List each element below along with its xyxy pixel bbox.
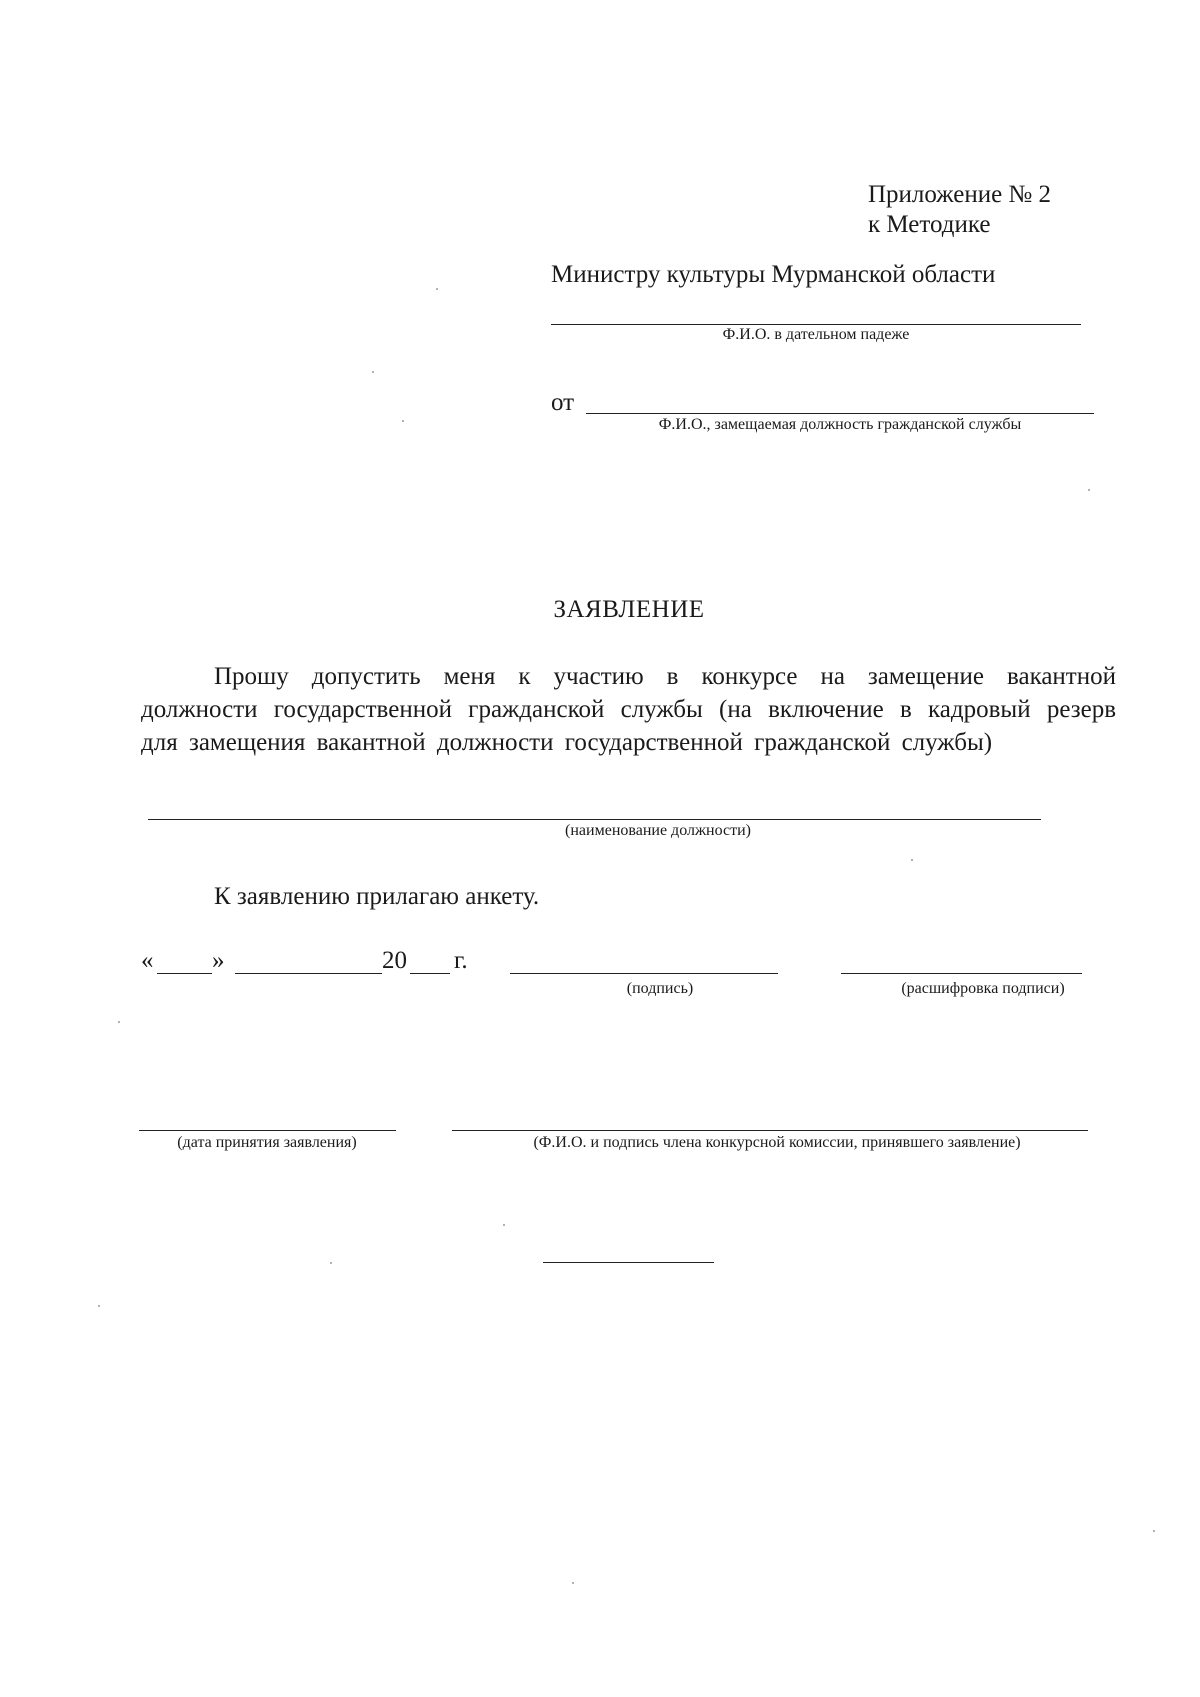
signature-line[interactable]: [510, 973, 778, 974]
signature-decode-caption: (расшифровка подписи): [901, 980, 1065, 997]
date-year-suffix: г.: [454, 947, 468, 974]
position-caption: [148, 822, 1148, 840]
sender-name-line[interactable]: [586, 413, 1094, 414]
scan-speck: [372, 371, 374, 373]
closing-divider: [543, 1262, 714, 1263]
signature-caption: (подпись): [626, 980, 694, 997]
addressee-caption: Ф.И.О. в дательном падеже: [722, 326, 910, 343]
scan-speck: [402, 420, 404, 422]
attachment-text: К заявлению прилагаю анкету.: [214, 883, 540, 910]
scan-speck: [911, 859, 913, 861]
acceptance-date-line[interactable]: [139, 1130, 396, 1131]
scan-speck: [98, 1305, 100, 1307]
date-year-line[interactable]: [410, 973, 450, 974]
appendix-reference: к Методике: [868, 211, 991, 238]
date-day-line[interactable]: [157, 973, 212, 974]
appendix-number: Приложение № 2: [868, 181, 1052, 208]
signature-decode-line[interactable]: [841, 973, 1082, 974]
scan-speck: [572, 1582, 574, 1584]
application-body: Прошу допустить меня к участию в конкурсе на замещение вакантной должности государственной гражданской службы (на включение в кадровый резерв для замещения вакантной должности государственной гражданской службы): [141, 663, 1116, 756]
addressee-text: Министру культуры Мурманской области: [551, 261, 996, 288]
document-title: ЗАЯВЛЕНИЕ: [553, 596, 705, 623]
addressee-name-line[interactable]: [551, 324, 1081, 325]
scan-speck: [1088, 489, 1090, 491]
scan-speck: [503, 1224, 505, 1226]
position-line[interactable]: [148, 819, 1041, 820]
position-caption-text: (наименование должности): [565, 822, 751, 839]
date-close-quote: »: [212, 947, 225, 974]
scan-speck: [436, 288, 438, 290]
date-year-prefix: 20: [382, 947, 407, 974]
date-month-line[interactable]: [235, 973, 382, 974]
scan-speck: [1153, 1530, 1155, 1532]
scan-speck: [330, 1262, 332, 1264]
acceptance-date-caption: (дата принятия заявления): [177, 1134, 357, 1151]
sender-prefix: от: [551, 389, 575, 416]
sender-caption: Ф.И.О., замещаемая должность гражданской службы: [658, 416, 1022, 433]
commission-member-caption: (Ф.И.О. и подпись члена конкурсной комиссии, принявшего заявление): [533, 1134, 1021, 1151]
date-open-quote: «: [141, 947, 154, 974]
commission-member-line[interactable]: [452, 1130, 1088, 1131]
scan-speck: [118, 1021, 120, 1023]
